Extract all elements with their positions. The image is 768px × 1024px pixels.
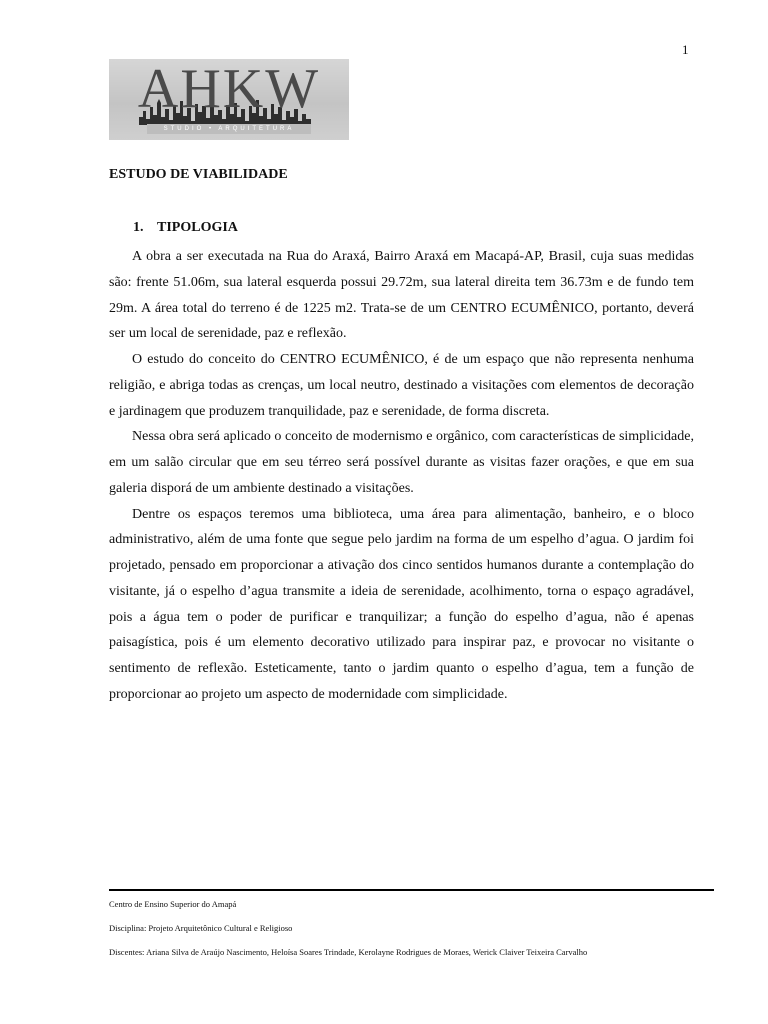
- logo-wordmark: AHKW: [137, 59, 321, 120]
- footer-students: Discentes: Ariana Silva de Araújo Nascimento, Heloísa Soares Trindade, Kerolayne Rodrigues de Moraes, Werick Claiver Teixeira Carvalho: [109, 947, 588, 957]
- footer-divider: [109, 889, 714, 891]
- page-footer: [109, 898, 729, 970]
- footer-institution: Centro de Ensino Superior do Amapá: [109, 899, 237, 909]
- paragraph: A obra a ser executada na Rua do Araxá, Bairro Araxá em Macapá-AP, Brasil, cuja suas medidas são: frente 51.06m, sua lateral esquerda possui 29.72m, sua lateral direita tem 36.73m e de fundo tem 29m. A área total do terreno é de 1225 m2. Trata-se de um CENTRO ECUMÊNICO, portanto, deverá ser um local de serenidade, paz e reflexão.: [109, 249, 694, 342]
- paragraph: Dentre os espaços teremos uma biblioteca, uma área para alimentação, banheiro, e o bloco administrativo, além de uma fonte que segue pelo jardim na forma de um espelho d’agua. O jardim foi projetado, pensado em proporcionar a ativação dos cinco sentidos humanos durante a contemplação do visitante, já o espelho d’agua transmite a ideia de serenidade, acolhimento, torna o espaço agradável, pois a água tem o poder de purificar e tranquilizar; a função do espelho d’agua, não é apenas paisagística, pois é um elemento decorativo utilizado para inspirar paz, e provocar no visitante o sentimento de reflexão. Esteticamente, tanto o jardim quanto o espelho d’agua, tem a função de proporcionar ao projeto um aspecto de modernidade com simplicidade.: [109, 506, 694, 702]
- paragraph: O estudo do conceito do CENTRO ECUMÊNICO, é de um espaço que não representa nenhuma religião, e abriga todas as crenças, um local neutro, destinado a visitações com elementos de decoração e jardinagem que produzem tranquilidade, paz e serenidade, de forma discreta.: [109, 352, 694, 419]
- page-number: 1: [682, 42, 689, 57]
- logo-tagline: STUDIO • ARQUITETURA: [163, 126, 295, 132]
- section-heading: [133, 220, 238, 236]
- body-text: [109, 244, 694, 708]
- paragraph: Nessa obra será aplicado o conceito de modernismo e orgânico, com características de simplicidade, em um salão circular que em seu térreo será possível durante as visitas fazer orações, e que em sua galeria disporá de um ambiente destinado a visitações.: [109, 429, 694, 496]
- section-number: 1.: [133, 220, 144, 235]
- company-logo: [109, 59, 349, 140]
- document-title: ESTUDO DE VIABILIDADE: [109, 167, 288, 182]
- section-title: TIPOLOGIA: [157, 220, 238, 235]
- footer-discipline: Disciplina: Projeto Arquitetônico Cultural e Religioso: [109, 923, 293, 933]
